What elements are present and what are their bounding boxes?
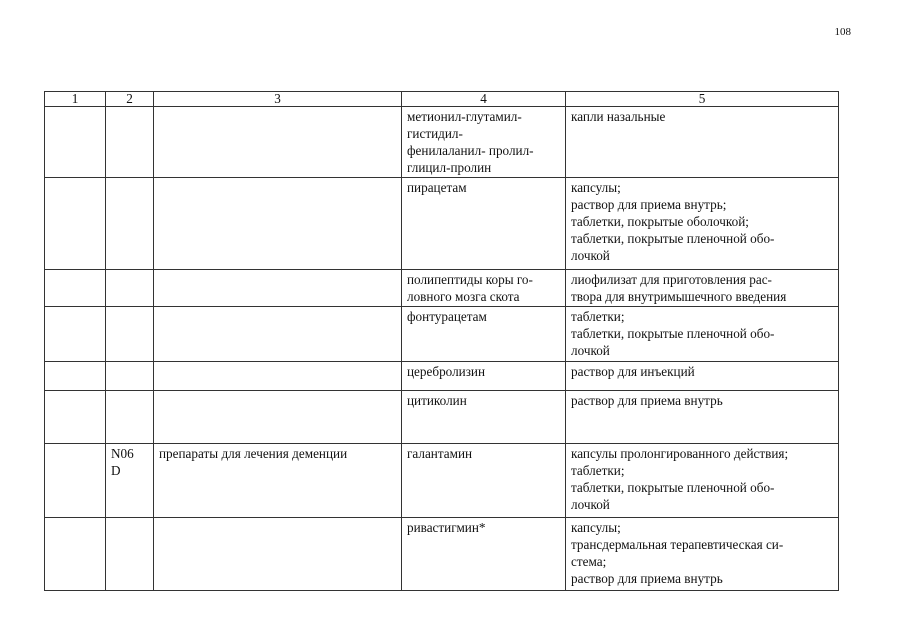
cell-drug-name: пирацетам [402,178,566,270]
cell-drug-name: цитиколин [402,391,566,444]
cell-dosage-form: капсулы; трансдермальная терапевтическая си- стема; раствор для приема внутрь [566,518,839,591]
cell-group-name [154,362,402,391]
cell-code-group [45,270,106,307]
cell-atc-code [106,518,154,591]
header-row [45,92,839,107]
cell-atc-code [106,362,154,391]
cell-dosage-form: лиофилизат для приготовления рас- твора для внутримышечного введения [566,270,839,307]
column-header-5: 5 [566,92,839,107]
cell-code-group [45,178,106,270]
cell-drug-name: метионил-глутамил- гистидил- фенилаланил- пролил- глицил-пролин [402,107,566,178]
column-header-4: 4 [402,92,566,107]
cell-code-group [45,307,106,362]
cell-dosage-form: раствор для приема внутрь [566,391,839,444]
table-row [45,307,839,362]
cell-group-name [154,391,402,444]
cell-atc-code [106,270,154,307]
cell-atc-code [106,307,154,362]
cell-dosage-form: капсулы; раствор для приема внутрь; таблетки, покрытые оболочкой; таблетки, покрытые пленочной обо- лочкой [566,178,839,270]
cell-code-group [45,444,106,518]
cell-atc-code [106,178,154,270]
cell-atc-code [106,107,154,178]
cell-code-group [45,362,106,391]
cell-drug-name: церебролизин [402,362,566,391]
cell-dosage-form: раствор для инъекций [566,362,839,391]
cell-drug-name: полипептиды коры го- ловного мозга скота [402,270,566,307]
table-row [45,178,839,270]
cell-code-group [45,518,106,591]
cell-group-name [154,178,402,270]
cell-code-group [45,107,106,178]
column-header-2: 2 [106,92,154,107]
cell-group-name: препараты для лечения деменции [154,444,402,518]
cell-drug-name: ривастигмин* [402,518,566,591]
column-header-1: 1 [45,92,106,107]
cell-group-name [154,307,402,362]
page-number: 108 [834,26,851,38]
cell-atc-code: N06 D [106,444,154,518]
table-row [45,518,839,591]
table-row [45,270,839,307]
cell-code-group [45,391,106,444]
cell-group-name [154,270,402,307]
cell-drug-name: фонтурацетам [402,307,566,362]
cell-dosage-form: капсулы пролонгированного действия; таблетки; таблетки, покрытые пленочной обо- лочкой [566,444,839,518]
table-row [45,444,839,518]
cell-group-name [154,518,402,591]
drug-table [44,91,839,591]
cell-dosage-form: капли назальные [566,107,839,178]
table-row [45,391,839,444]
table-row [45,362,839,391]
cell-group-name [154,107,402,178]
cell-dosage-form: таблетки; таблетки, покрытые пленочной обо- лочкой [566,307,839,362]
cell-drug-name: галантамин [402,444,566,518]
column-header-3: 3 [154,92,402,107]
table-row [45,107,839,178]
cell-atc-code [106,391,154,444]
